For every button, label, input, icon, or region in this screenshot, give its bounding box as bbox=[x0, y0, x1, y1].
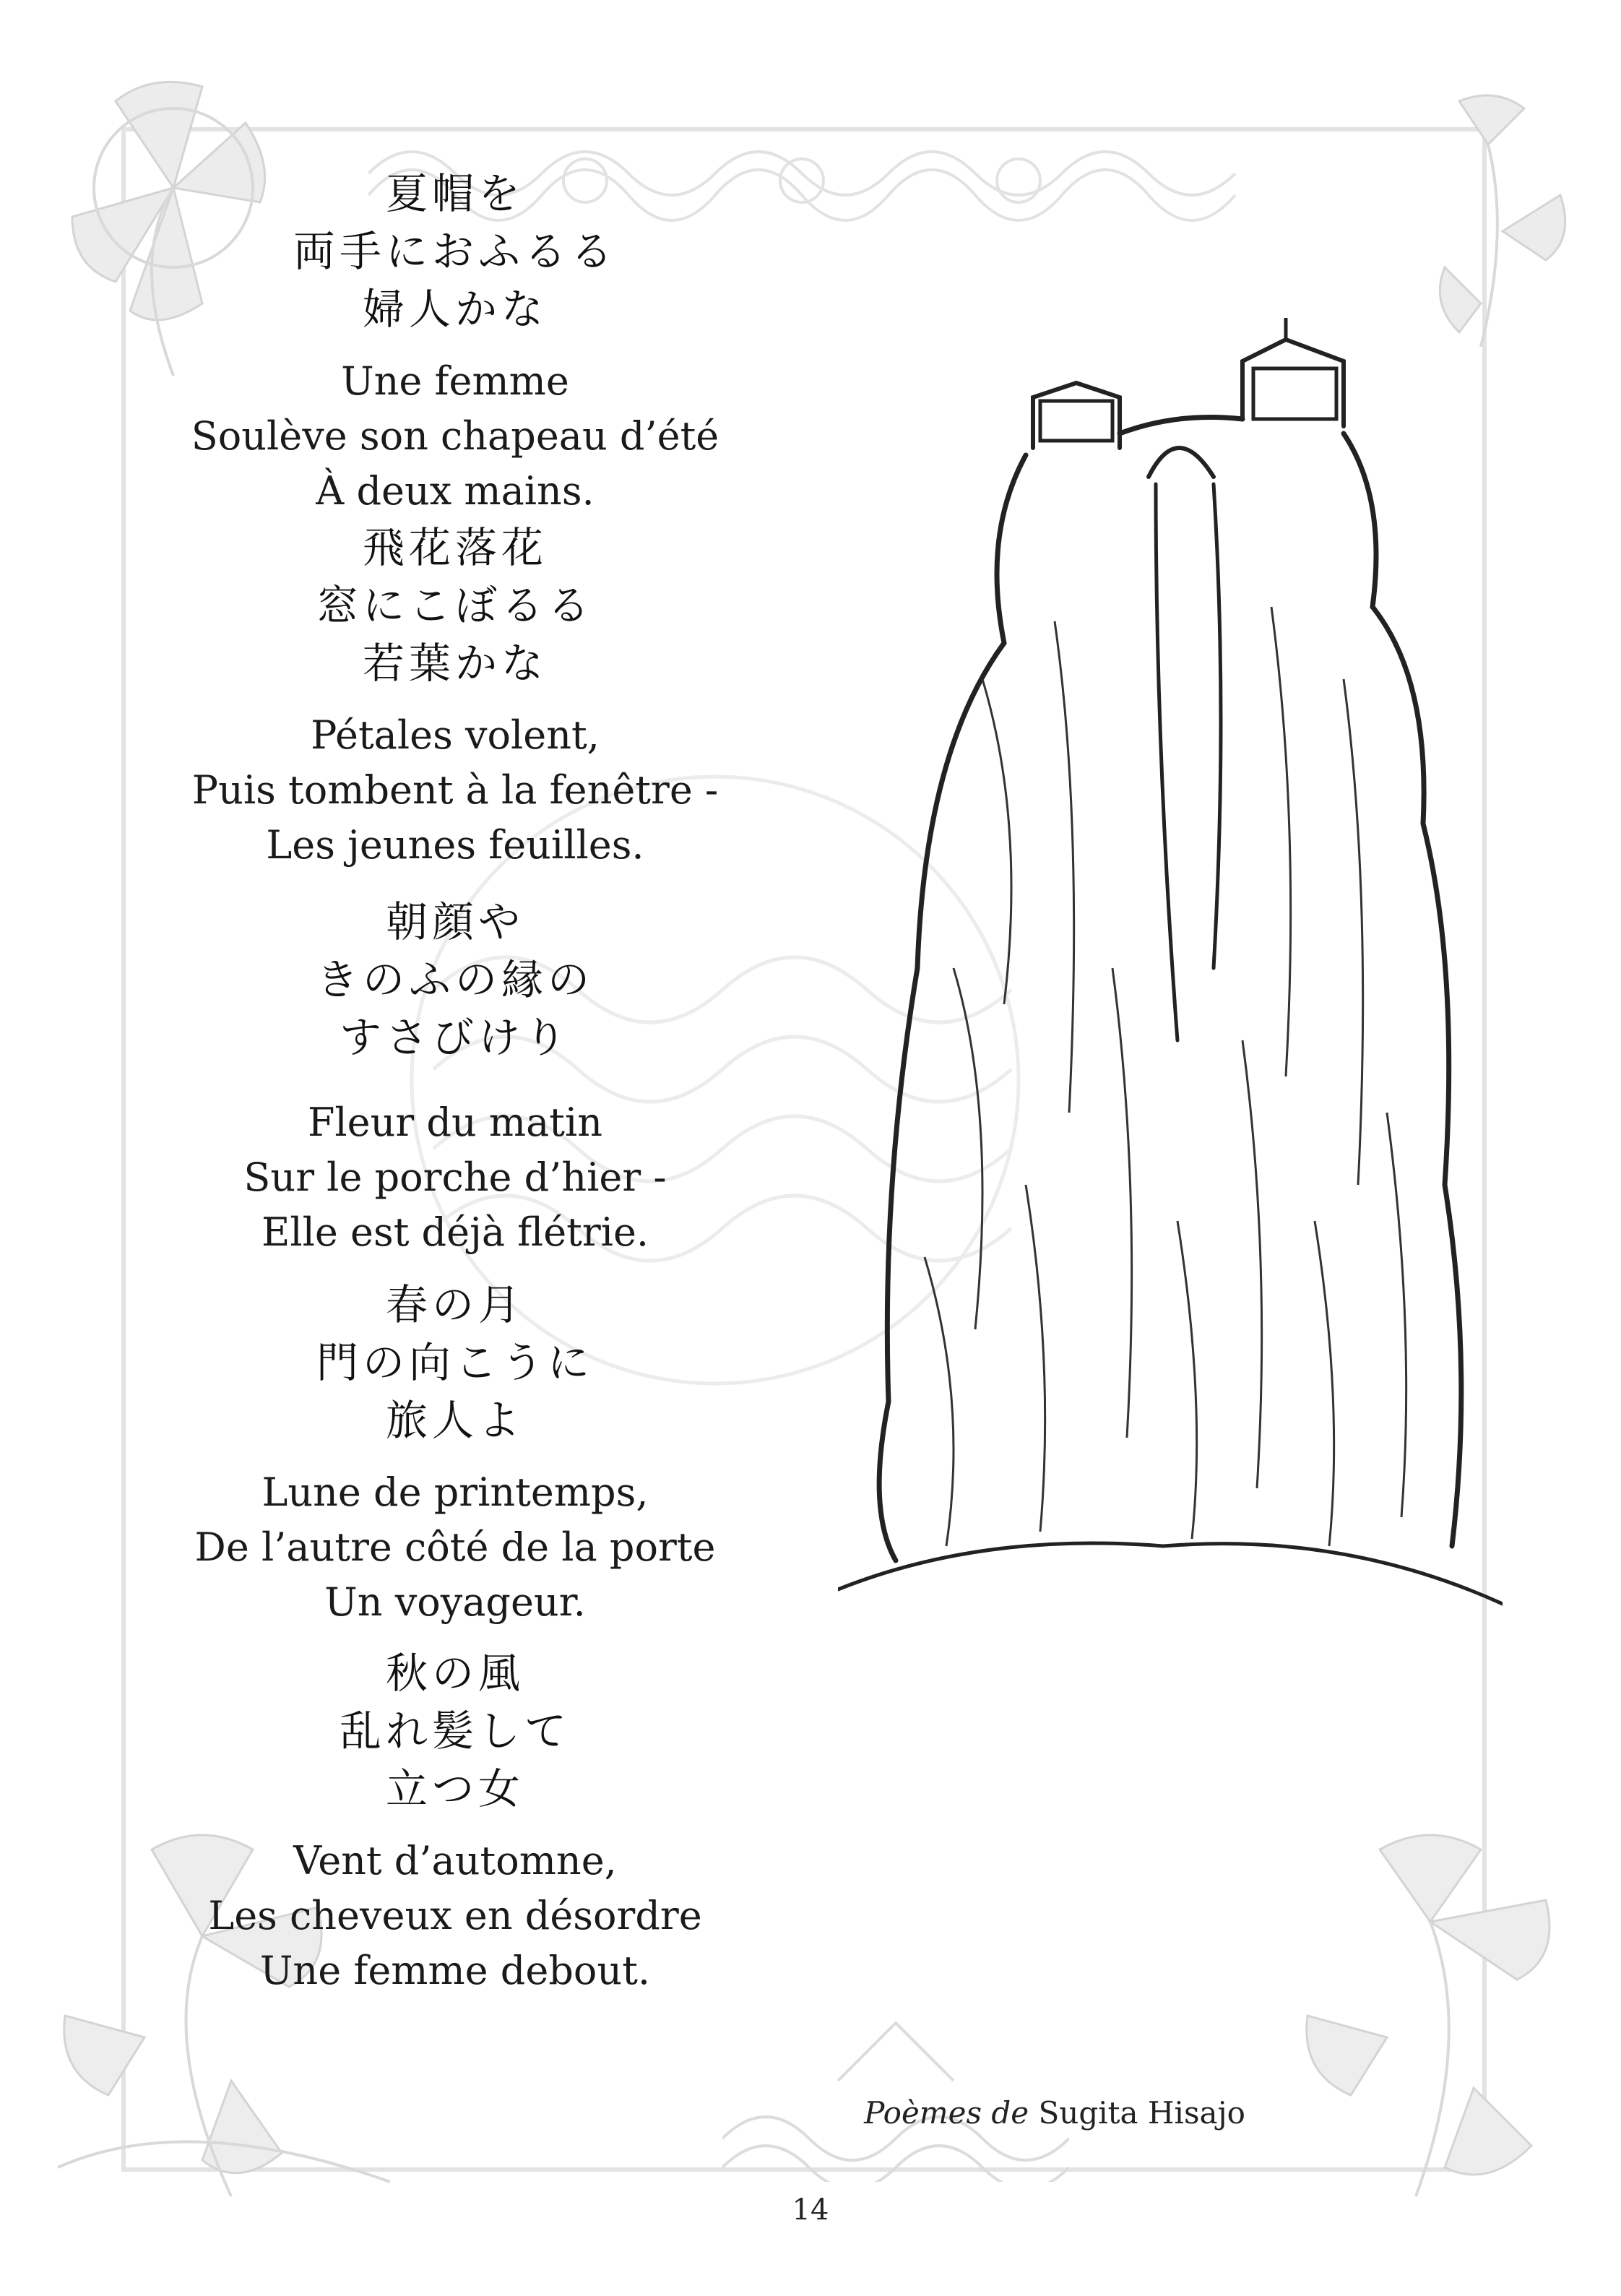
poem-line: Fleur du matin bbox=[307, 1100, 603, 1145]
poem-french bbox=[173, 354, 737, 519]
poem-japanese bbox=[173, 165, 737, 338]
credit-prefix: Poèmes de bbox=[864, 2095, 1029, 2131]
poem-line: 両手におふるる bbox=[293, 227, 617, 276]
poem-1 bbox=[173, 165, 737, 519]
poem-line: すさびけり bbox=[339, 1013, 571, 1062]
poem-3 bbox=[173, 893, 737, 1260]
poem-japanese bbox=[173, 893, 737, 1066]
poem-line: 朝顔や bbox=[385, 897, 524, 946]
poem-line: 飛花落花 bbox=[362, 523, 548, 572]
poem-line: 婦人かな bbox=[362, 285, 548, 334]
poem-line: Vent d’automne, bbox=[293, 1838, 617, 1883]
poem-japanese bbox=[173, 1276, 737, 1449]
poems-column bbox=[173, 165, 737, 1998]
credit-author: Sugita Hisajo bbox=[1038, 2095, 1245, 2131]
poem-line: Les cheveux en désordre bbox=[208, 1893, 702, 1938]
poem-line: Lune de printemps, bbox=[261, 1469, 649, 1515]
poem-line: Une femme debout. bbox=[259, 1948, 651, 1993]
poem-french bbox=[173, 1465, 737, 1630]
poem-line: 窓にこぼるる bbox=[316, 581, 594, 630]
page-number: 14 bbox=[792, 2193, 829, 2227]
poem-line: 夏帽を bbox=[385, 169, 524, 218]
wave-ornament-bottom bbox=[722, 1994, 1069, 2182]
poem-line: Pétales volent, bbox=[311, 712, 600, 758]
poem-line: 春の月 bbox=[385, 1280, 524, 1329]
rock-pillar-temple-illustration bbox=[838, 318, 1503, 1691]
poem-japanese bbox=[173, 1644, 737, 1818]
poem-line: Un voyageur. bbox=[324, 1579, 586, 1625]
poem-line: Les jeunes feuilles. bbox=[266, 822, 644, 868]
poem-line: 立つ女 bbox=[385, 1764, 524, 1813]
poem-line: 旅人よ bbox=[385, 1396, 524, 1445]
poem-line: Une femme bbox=[341, 358, 569, 404]
poem-french bbox=[173, 1834, 737, 1998]
ginkgo-ornament-bottom-right bbox=[1271, 1806, 1604, 2211]
poem-line: 若葉かな bbox=[362, 639, 548, 688]
poem-4 bbox=[173, 1276, 737, 1630]
poem-line: 門の向こうに bbox=[316, 1338, 594, 1387]
poem-french bbox=[173, 1095, 737, 1260]
poem-line: À deux mains. bbox=[316, 468, 595, 514]
poem-line: De l’autre côté de la porte bbox=[194, 1524, 716, 1570]
poem-line: Sur le porche d’hier - bbox=[243, 1155, 667, 1200]
poems-credit bbox=[824, 2095, 1286, 2131]
poem-line: 秋の風 bbox=[385, 1649, 524, 1698]
poem-line: 乱れ髪して bbox=[339, 1706, 571, 1756]
poem-5 bbox=[173, 1644, 737, 1998]
poem-line: きのふの縁の bbox=[316, 955, 594, 1004]
poem-2 bbox=[173, 519, 737, 873]
poem-japanese bbox=[173, 519, 737, 692]
poem-line: Puis tombent à la fenêtre - bbox=[191, 767, 719, 813]
poem-line: Elle est déjà flétrie. bbox=[261, 1209, 649, 1255]
poem-line: Soulève son chapeau d’été bbox=[191, 413, 719, 459]
poem-french bbox=[173, 708, 737, 873]
